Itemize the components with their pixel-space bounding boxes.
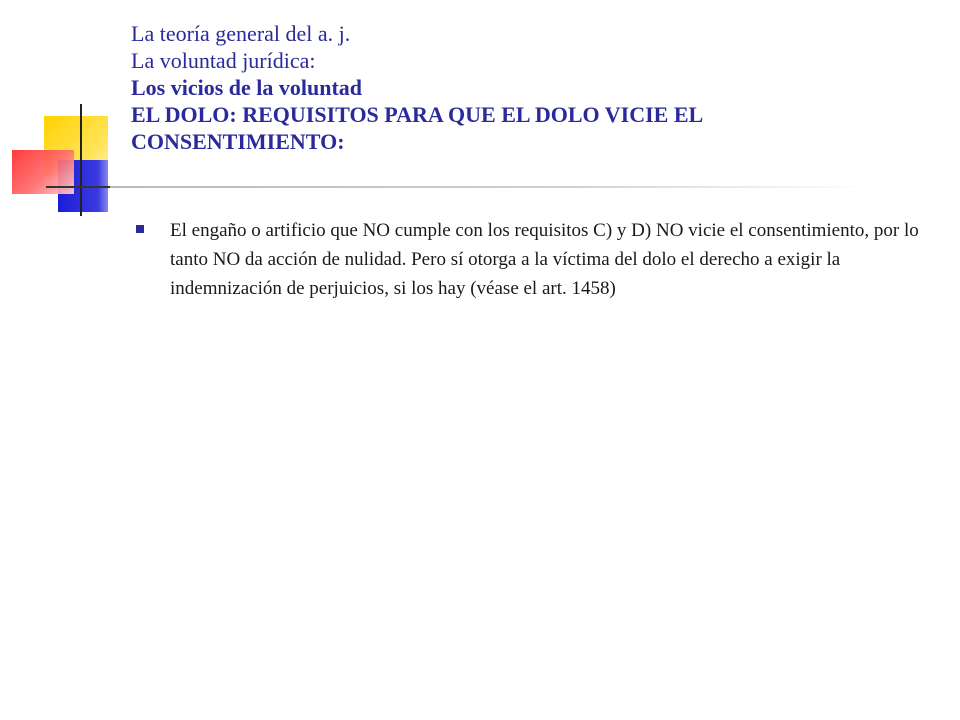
- title-line-1: La teoría general del a. j.: [131, 21, 351, 46]
- title-divider: [110, 186, 870, 188]
- square-bullet-icon: [136, 225, 144, 233]
- slide-logo: [0, 0, 140, 230]
- title-line-2: La voluntad jurídica:: [131, 48, 316, 73]
- title-line-5: CONSENTIMIENTO:: [131, 129, 345, 154]
- slide-title: [131, 20, 931, 155]
- title-line-3: Los vicios de la voluntad: [131, 75, 363, 100]
- logo-horizontal-line: [46, 186, 120, 188]
- logo-vertical-line: [80, 104, 82, 216]
- slide-body: [134, 216, 924, 303]
- bullet-item: [134, 216, 924, 303]
- title-line-4: EL DOLO: REQUISITOS PARA QUE EL DOLO VICIE EL: [131, 102, 704, 127]
- bullet-text: El engaño o artificio que NO cumple con los requisitos C) y D) NO vicie el consentimiento, por lo tanto NO da acción de nulidad. Pero sí otorga a la víctima del dolo el derecho a exigir la indemnización de perjuicios, si los hay (véase el art. 1458): [170, 220, 919, 299]
